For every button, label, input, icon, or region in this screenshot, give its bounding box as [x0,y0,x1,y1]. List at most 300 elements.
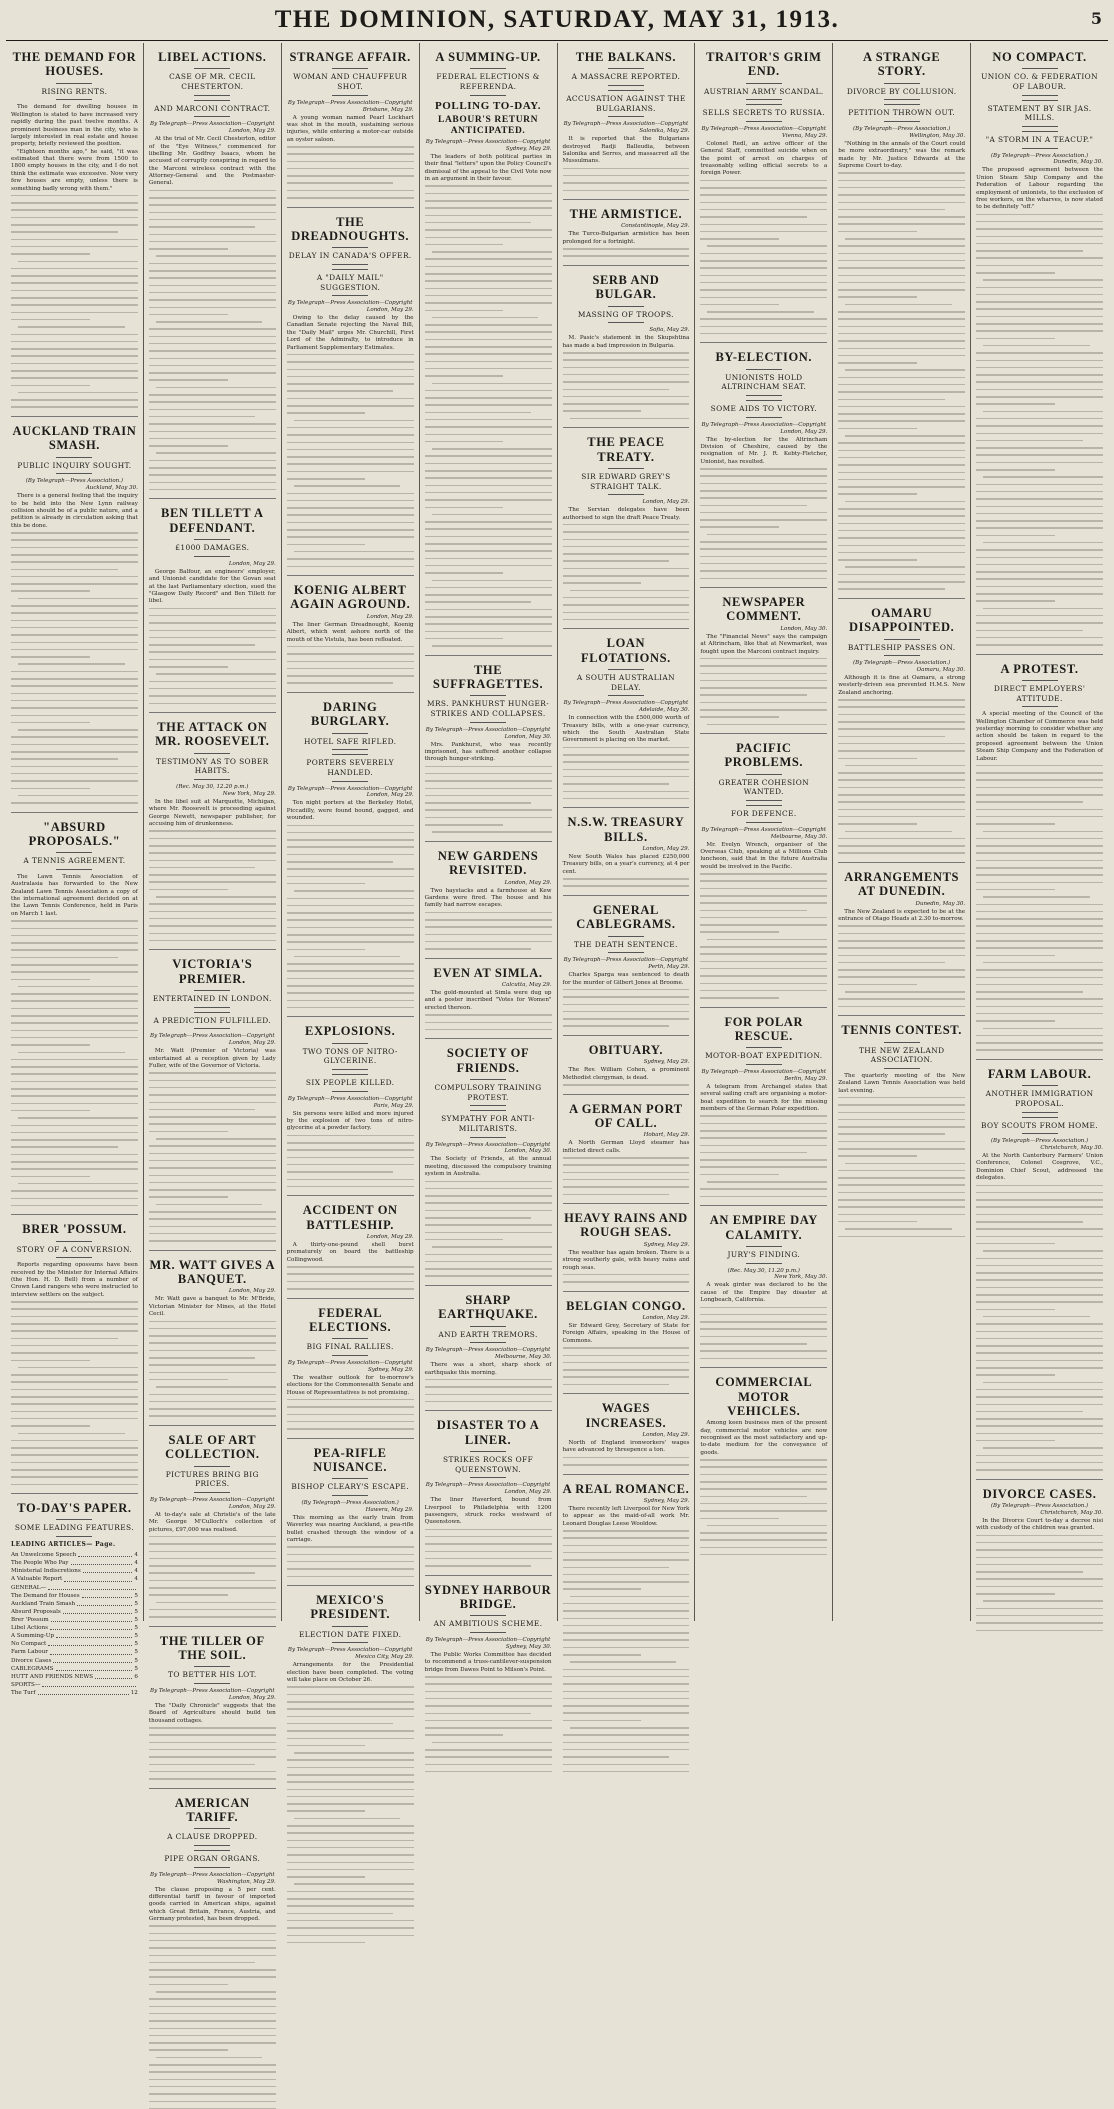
article [11,1493,138,1697]
text-line [149,608,276,610]
text-line [563,1705,690,1707]
article-subhead: ENTERTAINED IN LONDON. [149,990,276,1008]
text-line [976,250,1083,252]
text-line [838,479,965,481]
column-4 [420,43,558,1673]
text-line [149,630,276,632]
text-line [149,1226,276,1228]
text-line [156,255,276,257]
text-line [149,2086,276,2088]
text-line [287,839,414,841]
text-line [149,226,256,228]
article-paragraph: A weak girder was declared to be the cause of the Empire Day disaster at Longbeach, California. [700,1282,828,1304]
text-line [11,1374,138,1376]
article-dateline: Brisbane, May 29. [362,106,414,113]
text-line [149,212,276,214]
text-line [149,1565,276,1567]
text-line [287,876,414,878]
text-line [156,321,263,323]
text-line [563,367,690,369]
toc-leader [83,1567,133,1573]
text-line [425,1713,532,1715]
text-line [149,299,276,301]
text-line [425,302,552,304]
text-line [563,1164,690,1166]
article-subhead: SYMPATHY FOR ANTI-MILITARISTS. [425,1110,552,1137]
article-subhead: MASSING OF TROOPS. [563,306,690,324]
text-line [425,631,552,633]
text-line [838,1097,965,1099]
text-line [425,817,552,819]
text-line [149,401,276,403]
article [11,416,138,804]
article-headline: VICTORIA'S PREMIER. [172,957,253,986]
text-line [700,282,827,284]
article-subheadline: POLLING TO-DAY. [434,99,542,112]
article-body [287,315,414,352]
article-credit: By Telegraph—Press Association—Copyright [287,1095,413,1102]
text-line [838,406,965,408]
text-line [976,838,1103,840]
toc-item [11,1584,138,1592]
text-line [11,275,138,277]
text-line [838,852,965,854]
text-line [563,1676,690,1678]
text-line [11,656,90,658]
article-dateline: London, May 30. [504,733,552,740]
text-line [838,442,965,444]
text-line [563,531,690,533]
text-line [700,1474,827,1476]
text-line [425,1536,552,1538]
text-line [11,1139,138,1141]
text-line [149,328,276,330]
text-line [976,272,1055,274]
text-line [563,1567,670,1569]
text-line [700,1488,827,1490]
text-line [425,550,552,552]
text-line [425,361,552,363]
text-line [425,1022,552,1024]
text-line [563,1639,690,1641]
text-line [425,616,552,618]
text-line [287,558,414,560]
column-2 [144,43,282,1923]
text-line [976,1462,1103,1464]
text-line [425,404,552,406]
article-subhead: SIX PEOPLE KILLED. [287,1074,414,1092]
text-line [838,984,917,986]
text-line [11,209,138,211]
text-line [700,238,779,240]
text-line [149,1211,276,1213]
text-line [425,324,552,326]
text-line [838,464,965,466]
text-line [11,239,138,241]
text-line [976,874,1103,876]
text-line [976,1236,1103,1238]
text-line [838,172,965,174]
article-credit: By Telegraph—Press Association—Copyright [150,1496,275,1503]
text-line [425,587,552,589]
text-line [287,949,366,951]
article-paragraph: In the libel suit at Marquette, Michigan, where Mr. Roosevelt is proceeding against George Newett, newspaper publisher, for accusing him of drunkenness. [148,798,276,828]
text-line [976,911,1103,913]
text-line [976,316,1103,318]
article-dateline: Paris, May 29. [373,1102,414,1109]
text-line [425,200,552,202]
article [287,50,414,199]
toc-page: 5 [134,1592,138,1599]
article-body [287,115,414,145]
text-line [700,1539,827,1541]
text-line [563,1084,690,1086]
article-body [563,1323,690,1345]
article-dateline: Sydney, May 29. [643,1497,690,1504]
text-line [18,392,138,394]
text-line [700,187,827,189]
text-line [845,369,965,371]
article [563,1035,690,1086]
text-line [149,379,228,381]
toc-item [11,1559,138,1567]
text-line [287,1554,414,1556]
text-line [149,1771,276,1773]
text-line [11,334,138,336]
article-headline: BRER 'POSSUM. [22,1222,127,1237]
text-line [838,355,965,357]
article-paragraph: The quarterly meeting of the New Zealand Lawn Tennis Association was held last evening. [838,1072,966,1094]
text-line [700,180,827,182]
text-line [838,772,965,774]
text-line [11,1125,138,1127]
text-line [838,523,965,525]
article-credit: By Telegraph—Press Association—Copyright [701,826,827,833]
toc-item [11,1673,138,1681]
text-line [149,933,276,935]
text-line [11,766,138,768]
text-line [700,1547,827,1549]
article-body [700,842,827,872]
toc-item [11,1567,138,1575]
toc-label: SPORTS— [11,1681,41,1688]
text-line [287,1149,414,1151]
text-line [149,416,256,418]
text-line [976,1049,1103,1051]
text-line [149,336,276,338]
text-line [149,2042,276,2044]
article-credit: By Telegraph—Press Association—Copyright [701,421,827,428]
text-line [700,687,827,689]
text-line [432,580,552,582]
text-line [149,867,256,869]
text-line [287,934,414,936]
text-line [156,1386,276,1388]
article-text-lines [563,747,690,800]
article-paragraph: A thirty-one-pound shell burst prematurely on board the battleship Collingwood. [286,1242,414,1263]
text-line [563,1004,690,1006]
text-line [149,358,276,360]
text-line [425,492,552,494]
text-line [700,1152,807,1154]
text-line [838,515,965,517]
article-body [149,569,276,606]
article [287,1298,414,1430]
text-line [983,476,1103,478]
text-line [838,202,965,204]
text-line [425,1268,552,1270]
text-line [149,1167,276,1169]
text-line [425,207,552,209]
text-line [563,769,690,771]
text-line [149,2049,228,2051]
text-line [149,911,276,913]
text-line [563,597,690,599]
text-line [11,1330,138,1332]
article-body [563,1067,690,1082]
text-line [838,1221,917,1223]
text-line [432,831,552,833]
text-line [11,751,138,753]
text-line [700,1145,827,1147]
article-credit: By Telegraph—Press Association—Copyright [425,1637,551,1644]
text-line [976,1228,1103,1230]
text-line [563,1355,690,1357]
text-line [838,955,965,957]
text-line [976,1035,1103,1037]
article-dateline: London, May 29. [228,128,276,135]
text-line [425,477,552,479]
text-line [425,1764,552,1766]
text-line [700,224,827,226]
article-paragraph: At the trial of Mr. Cecil Chesterton, editor of the "Eye Witness," commenced for libelling Mr. Godfrey Isaacs, whom he accused of corruptly conspiring in regard to the Marconi wireless contract with the Attorney-General and the Postmaster-General. [148,136,276,187]
text-line [149,1357,256,1359]
text-line [976,1006,1103,1008]
text-line [838,699,965,701]
article-paragraph: Owing to the delay caused by the Canadian Senate rejecting the Naval Bill, the "Daily Mail" urges Mr. Churchill, First Lord of the Admiralty, to introduce in Parliament Supplementary Estimates. [286,315,414,351]
text-line [838,231,917,233]
text-line [976,352,1103,354]
text-line [700,673,827,675]
article-body [287,1375,414,1397]
text-line [976,1411,1083,1413]
text-line [976,1265,1103,1267]
article-paragraph: The liner Haverford, bound from Liverpool to Philadelphia with 1200 passengers, struck rocks westward of Queenstown. [424,1497,552,1526]
text-line [11,1037,138,1039]
text-line [11,202,138,204]
text-line [838,180,965,182]
text-line [287,182,394,184]
text-line [149,197,276,199]
article-paragraph: The weather outlook for to-morrow's elections for the Commonwealth Senate and House of Representatives is not promising. [286,1374,414,1396]
toc-label: A Valuable Report [11,1576,63,1583]
article-headline: TENNIS CONTEST. [841,1023,962,1038]
toc-item [11,1640,138,1648]
toc-leader [38,1689,129,1695]
text-line [700,490,827,492]
text-line [425,623,552,625]
text-line [563,568,690,570]
text-line [976,1440,1055,1442]
text-line [149,1543,276,1545]
text-line [976,330,1103,332]
toc-item [11,1575,138,1583]
text-line [838,296,917,298]
text-line [425,1543,552,1545]
text-line [149,1415,276,1417]
text-line [976,816,1103,818]
toc-item [11,1600,138,1608]
article-dateline: London, May 30. [504,1148,552,1155]
article-dateline: London, May 29. [780,428,828,435]
text-line [287,1869,414,1871]
article-text-lines [563,352,690,419]
article-text-lines [425,1014,552,1030]
text-line [700,556,827,558]
text-line [563,1742,690,1744]
column-8 [971,43,1108,1621]
article-text-lines [287,825,414,1009]
article-subhead: THE NEW ZEALAND ASSOCIATION. [838,1042,965,1069]
text-line [563,1720,642,1722]
text-line [149,637,276,639]
text-line [11,1044,90,1046]
text-line [425,802,532,804]
text-line [425,638,504,640]
text-line [149,845,276,847]
article-paragraph: "Nothing in the annals of the Court could be more extraordinary," was the remark made by Mr. Justice Edwards at the Supreme Court to-day. [838,140,966,169]
text-line [18,1183,138,1185]
text-line [149,1072,276,1074]
text-line [11,979,90,981]
text-line [287,544,366,546]
article-dateline: Dunedin, May 30. [1053,159,1103,166]
text-line [287,354,414,356]
text-line [425,1771,552,1773]
toc-label: Farm Labour [11,1649,48,1656]
article-text-lines [287,1266,414,1289]
text-line [11,1396,138,1398]
article-paragraph: North of England ironworkers' wages have advanced by threepence a ton. [562,1439,690,1454]
text-line [287,522,414,524]
text-line [563,575,690,577]
text-line [11,1066,138,1068]
article-dateline: London, May 29. [642,499,690,506]
article-headline: THE ATTACK ON MR. ROOSEVELT. [155,720,270,749]
article [149,1788,276,2109]
text-line [425,1705,552,1707]
article-headline: COMMERCIAL MOTOR VEHICLES. [715,1375,813,1418]
text-line [425,441,504,443]
text-line [149,1947,276,1949]
text-line [563,776,690,778]
article-paragraph: A North German Lloyd steamer has inflicted direct calls. [562,1140,690,1154]
article-paragraph: Reports regarding opossums have been received by the Minister for Internal Affairs (the Hon. H. D. Bell) from a number of Crown Land rangers who were instructed to interview settlers on the subject. [11,1262,138,1298]
text-line [845,238,965,240]
text-line [11,649,138,651]
text-line [425,1202,552,1204]
text-line [287,390,394,392]
text-line [11,370,138,372]
text-line [287,361,414,363]
article-dateline: Melbourne, May 30. [495,1354,552,1361]
article-dateline: Sofia, May 29. [649,327,690,334]
article-text-lines [700,180,827,335]
toc-item [11,1648,138,1656]
text-line [18,1052,125,1054]
text-line [11,1088,138,1090]
text-line [149,350,276,352]
text-line [11,1073,138,1075]
toc-label: No Compact [11,1641,47,1648]
text-line [976,484,1103,486]
article [563,628,690,799]
text-line [563,619,690,621]
text-line [149,277,276,279]
text-line [700,902,827,904]
text-line [563,989,690,991]
text-line [287,970,414,972]
text-line [149,2064,276,2066]
article-paragraph: M. Pasic's statement in the Skupshtina has made a bad impression in Bulgaria. [562,335,690,349]
article-body [700,141,827,178]
text-line [700,1123,827,1125]
text-line [294,956,401,958]
article-subhead: TESTIMONY AS TO SOBER HABITS. [149,753,276,780]
text-line [563,996,690,998]
text-line [149,1764,256,1766]
article-dateline: London, May 29. [504,879,552,886]
text-line [11,554,138,556]
text-line [563,747,690,749]
text-line [11,1030,138,1032]
text-line [838,216,965,218]
article-subhead: A PREDICTION FULFILLED. [149,1012,276,1030]
text-line [287,883,366,885]
article [287,1195,414,1289]
text-line [976,294,1103,296]
article-subhead: UNIONISTS HOLD ALTRINCHAM SEAT. [700,369,827,396]
text-line [563,791,690,793]
text-line [838,1126,965,1128]
text-line [287,1576,414,1578]
text-line [976,1309,1055,1311]
text-line [838,1148,965,1150]
text-line [700,658,827,660]
toc-label: Ministerial Indiscretions [11,1568,81,1575]
article [700,1007,827,1198]
article-paragraph: Ten night porters at the Berkeley Hotel, Piccadilly, were found bound, gagged, and wounded. [286,800,414,822]
masthead [6,0,1108,41]
text-line [570,590,690,592]
article [149,1425,276,1618]
text-line [976,308,1103,310]
text-line [700,709,827,711]
article-credit: By Telegraph—Press Association—Copyright [287,99,413,106]
text-line [149,489,276,491]
text-line [156,1991,276,1993]
text-line [149,1240,276,1242]
text-line [838,428,917,430]
text-line [845,501,965,503]
text-line [149,2013,276,2015]
text-line [976,236,1103,238]
text-line [976,809,1103,811]
text-line [11,802,138,804]
text-line [287,646,414,648]
text-line [838,537,965,539]
text-line [976,1294,1103,1296]
